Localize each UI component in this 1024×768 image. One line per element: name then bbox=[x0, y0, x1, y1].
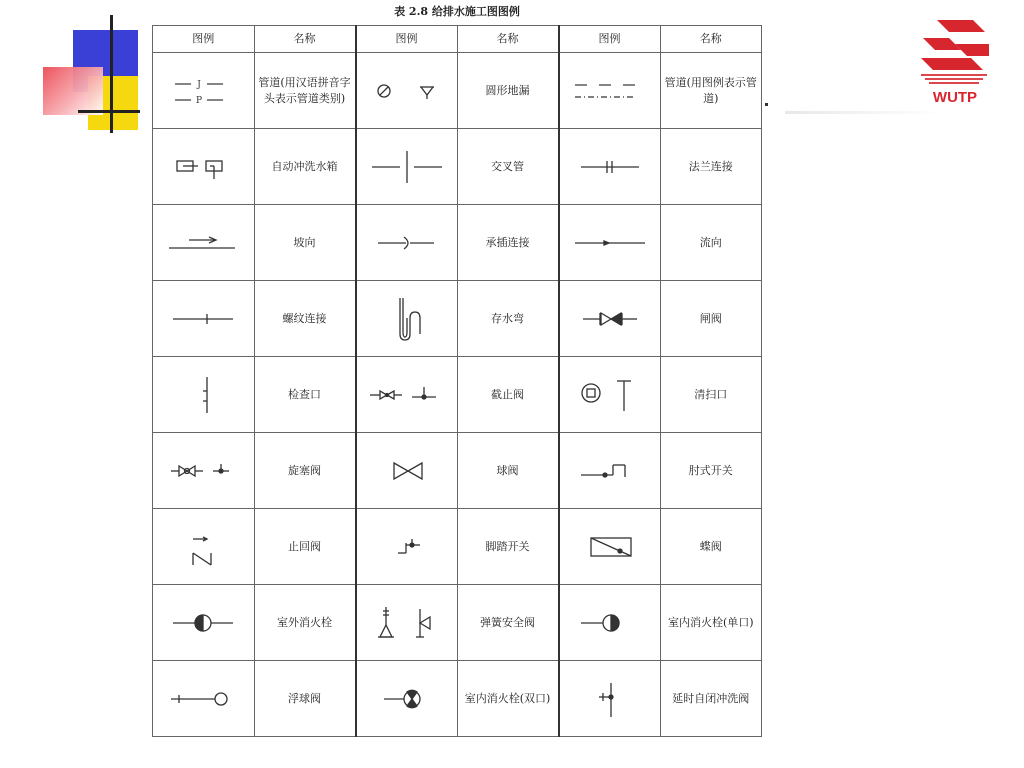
table-row bbox=[153, 129, 762, 205]
crossing-pipe-icon bbox=[356, 129, 458, 205]
header-name-2: 名称 bbox=[457, 26, 559, 53]
legend-name: 清扫口 bbox=[660, 357, 762, 433]
legend-name: 流向 bbox=[660, 205, 762, 281]
delay-flush-valve-icon bbox=[559, 661, 661, 737]
legend-name: 脚踏开关 bbox=[457, 509, 559, 585]
legend-name: 螺纹连接 bbox=[254, 281, 356, 357]
legend-name: 自动冲洗水箱 bbox=[254, 129, 356, 205]
pipe-legend-icon bbox=[559, 53, 661, 129]
pipe-code-label-j: J bbox=[197, 79, 202, 90]
legend-name: 截止阀 bbox=[457, 357, 559, 433]
auto-flush-tank-icon bbox=[153, 129, 255, 205]
legend-name: 止回阀 bbox=[254, 509, 356, 585]
indoor-hydrant-single-icon bbox=[559, 585, 661, 661]
flange-joint-icon bbox=[559, 129, 661, 205]
legend-name: 室内消火栓(单口) bbox=[660, 585, 762, 661]
table-row bbox=[153, 661, 762, 737]
legend-name: 蝶阀 bbox=[660, 509, 762, 585]
table-row bbox=[153, 433, 762, 509]
legend-name: 管道(用汉语拼音字头表示管道类别) bbox=[254, 53, 356, 129]
legend-name: 坡向 bbox=[254, 205, 356, 281]
table-row bbox=[153, 585, 762, 661]
table-caption: 表 2.8 给排水施工图图例 bbox=[394, 5, 520, 18]
legend-name: 球阀 bbox=[457, 433, 559, 509]
socket-joint-icon bbox=[356, 205, 458, 281]
legend-name: 管道(用图例表示管道) bbox=[660, 53, 762, 129]
header-rule bbox=[785, 111, 945, 114]
legend-name: 旋塞阀 bbox=[254, 433, 356, 509]
horizontal-line bbox=[78, 110, 140, 113]
elbow-switch-icon bbox=[559, 433, 661, 509]
logo-text: WUTP bbox=[932, 89, 978, 106]
legend-name: 存水弯 bbox=[457, 281, 559, 357]
legend-name: 交叉管 bbox=[457, 129, 559, 205]
table-row bbox=[153, 205, 762, 281]
legend-name: 圆形地漏 bbox=[457, 53, 559, 129]
cleanout-icon bbox=[559, 357, 661, 433]
vertical-line bbox=[110, 15, 113, 133]
legend-name: 肘式开关 bbox=[660, 433, 762, 509]
inspection-port-icon bbox=[153, 357, 255, 433]
table-row bbox=[153, 357, 762, 433]
header-symbol-2: 图例 bbox=[356, 26, 458, 53]
pipe-code-icon bbox=[153, 53, 255, 129]
header-symbol-1: 图例 bbox=[153, 26, 255, 53]
red-square bbox=[43, 67, 103, 115]
round-floor-drain-icon bbox=[356, 53, 458, 129]
outdoor-hydrant-icon bbox=[153, 585, 255, 661]
bullet-dot bbox=[765, 103, 768, 106]
gate-valve-icon bbox=[559, 281, 661, 357]
pipe-code-label-p: P bbox=[196, 95, 203, 106]
legend-table bbox=[152, 25, 762, 737]
table-header-row bbox=[153, 26, 762, 53]
legend-name: 闸阀 bbox=[660, 281, 762, 357]
header-name-1: 名称 bbox=[254, 26, 356, 53]
check-valve-icon bbox=[153, 509, 255, 585]
legend-name: 室内消火栓(双口) bbox=[457, 661, 559, 737]
table-row bbox=[153, 53, 762, 129]
legend-name: 承插连接 bbox=[457, 205, 559, 281]
legend-name: 浮球阀 bbox=[254, 661, 356, 737]
spring-safety-valve-icon bbox=[356, 585, 458, 661]
butterfly-valve-icon bbox=[559, 509, 661, 585]
legend-name: 弹簧安全阀 bbox=[457, 585, 559, 661]
table-row bbox=[153, 509, 762, 585]
indoor-hydrant-double-icon bbox=[356, 661, 458, 737]
ball-valve-icon bbox=[356, 433, 458, 509]
header-symbol-3: 图例 bbox=[559, 26, 661, 53]
legend-name: 检查口 bbox=[254, 357, 356, 433]
flow-direction-icon bbox=[559, 205, 661, 281]
legend-name: 延时自闭冲洗阀 bbox=[660, 661, 762, 737]
wutp-logo bbox=[915, 14, 995, 106]
header-name-3: 名称 bbox=[660, 26, 762, 53]
plug-valve-icon bbox=[153, 433, 255, 509]
float-valve-icon bbox=[153, 661, 255, 737]
stop-valve-icon bbox=[356, 357, 458, 433]
trap-icon bbox=[356, 281, 458, 357]
legend-name: 法兰连接 bbox=[660, 129, 762, 205]
threaded-joint-icon bbox=[153, 281, 255, 357]
legend-name: 室外消火栓 bbox=[254, 585, 356, 661]
table-row bbox=[153, 281, 762, 357]
foot-switch-icon bbox=[356, 509, 458, 585]
slope-arrow-icon bbox=[153, 205, 255, 281]
